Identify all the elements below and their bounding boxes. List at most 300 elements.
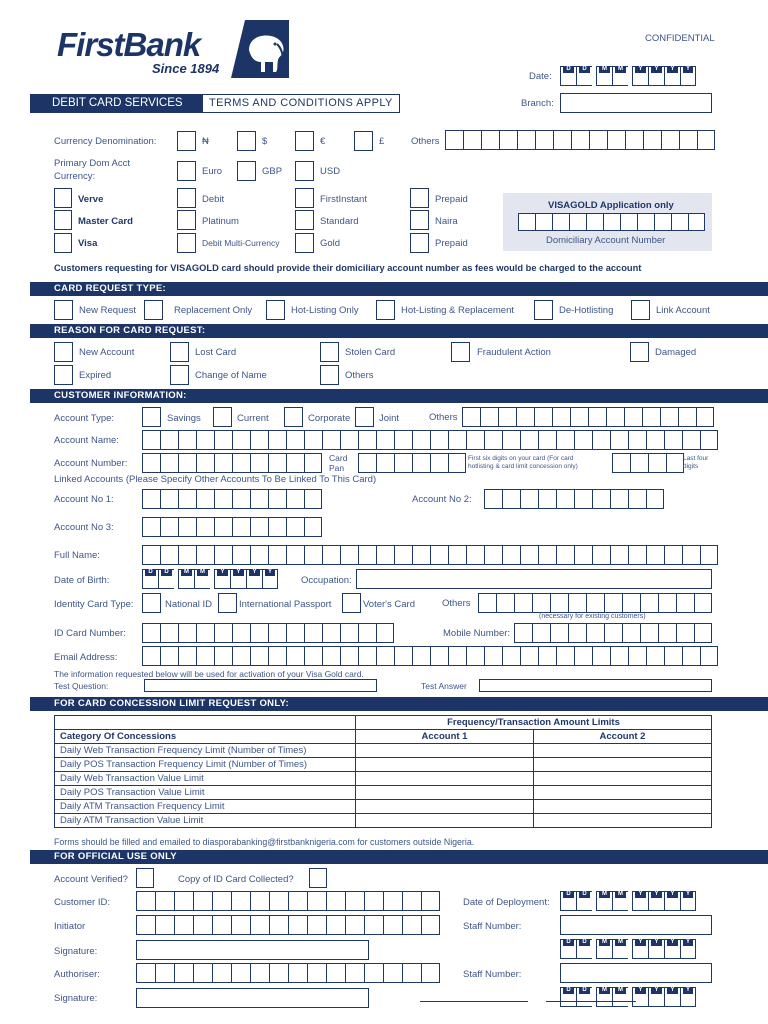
box-cell[interactable]: [160, 453, 178, 473]
box-cell[interactable]: [364, 963, 383, 983]
box-cell[interactable]: [586, 623, 604, 643]
box-cell[interactable]: [178, 430, 196, 450]
prepaid-visa-checkbox[interactable]: [410, 233, 429, 253]
box-cell[interactable]: [606, 407, 624, 427]
box-cell[interactable]: [214, 453, 232, 473]
box-cell[interactable]: [155, 963, 174, 983]
box-cell[interactable]: [340, 623, 358, 643]
box-cell[interactable]: [345, 915, 364, 935]
box-cell[interactable]: [622, 623, 640, 643]
box-cell[interactable]: [142, 646, 160, 666]
box-cell[interactable]: [288, 891, 307, 911]
box-cell[interactable]: [445, 130, 463, 150]
box-cell[interactable]: [402, 915, 421, 935]
currency-dollar-checkbox[interactable]: [237, 131, 256, 151]
account-number-field[interactable]: [142, 453, 322, 473]
box-cell[interactable]: [604, 593, 622, 613]
box-cell[interactable]: [196, 517, 214, 537]
account-no2-field[interactable]: [484, 489, 664, 509]
box-cell[interactable]: [625, 130, 643, 150]
box-cell[interactable]: [676, 593, 694, 613]
box-cell[interactable]: [502, 545, 520, 565]
account1-cell[interactable]: [356, 800, 534, 814]
box-cell[interactable]: [250, 453, 268, 473]
box-cell[interactable]: [610, 489, 628, 509]
id-number-field[interactable]: [142, 623, 394, 643]
copy-id-checkbox[interactable]: [309, 868, 327, 888]
box-cell[interactable]: [666, 453, 684, 473]
box-cell[interactable]: [269, 891, 288, 911]
box-cell[interactable]: [610, 545, 628, 565]
box-cell[interactable]: [307, 963, 326, 983]
box-cell[interactable]: [231, 963, 250, 983]
staff-number1-field[interactable]: [560, 915, 712, 935]
full-name-field[interactable]: [142, 545, 718, 565]
national-id-checkbox[interactable]: [142, 593, 161, 613]
box-cell[interactable]: [534, 407, 552, 427]
corporate-checkbox[interactable]: [284, 407, 303, 427]
box-cell[interactable]: [480, 407, 498, 427]
box-cell[interactable]: [610, 430, 628, 450]
box-cell[interactable]: [640, 623, 658, 643]
box-cell[interactable]: [178, 623, 196, 643]
debit-multicurrency-checkbox[interactable]: [177, 233, 196, 253]
box-cell[interactable]: [376, 646, 394, 666]
box-cell[interactable]: [658, 623, 676, 643]
box-cell[interactable]: [250, 963, 269, 983]
box-cell[interactable]: [269, 963, 288, 983]
box-cell[interactable]: [174, 915, 193, 935]
expired-checkbox[interactable]: [54, 365, 73, 385]
box-cell[interactable]: [671, 213, 688, 231]
box-cell[interactable]: [142, 489, 160, 509]
box-cell[interactable]: [160, 646, 178, 666]
signature2-date-field[interactable]: D D M M Y Y Y Y: [560, 987, 696, 1007]
box-cell[interactable]: [538, 545, 556, 565]
box-cell[interactable]: [604, 623, 622, 643]
box-cell[interactable]: [286, 489, 304, 509]
box-cell[interactable]: [697, 130, 715, 150]
box-cell[interactable]: [214, 623, 232, 643]
box-cell[interactable]: [304, 646, 322, 666]
gold-checkbox[interactable]: [295, 233, 314, 253]
domiciliary-account-field[interactable]: [518, 213, 705, 231]
box-cell[interactable]: [592, 489, 610, 509]
box-cell[interactable]: [466, 430, 484, 450]
firstinstant-checkbox[interactable]: [295, 188, 314, 208]
box-cell[interactable]: [462, 407, 480, 427]
box-cell[interactable]: [466, 646, 484, 666]
box-cell[interactable]: [496, 593, 514, 613]
box-cell[interactable]: [658, 593, 676, 613]
box-cell[interactable]: [142, 545, 160, 565]
box-cell[interactable]: [250, 517, 268, 537]
box-cell[interactable]: [326, 915, 345, 935]
box-cell[interactable]: [193, 915, 212, 935]
box-cell[interactable]: [250, 430, 268, 450]
box-cell[interactable]: [155, 915, 174, 935]
box-cell[interactable]: [250, 915, 269, 935]
box-cell[interactable]: [484, 489, 502, 509]
box-cell[interactable]: [376, 623, 394, 643]
box-cell[interactable]: [552, 407, 570, 427]
box-cell[interactable]: [304, 545, 322, 565]
account-name-field[interactable]: [142, 430, 718, 450]
box-cell[interactable]: [232, 623, 250, 643]
box-cell[interactable]: [142, 517, 160, 537]
box-cell[interactable]: [682, 545, 700, 565]
box-cell[interactable]: [574, 646, 592, 666]
box-cell[interactable]: [532, 593, 550, 613]
box-cell[interactable]: [136, 963, 155, 983]
box-cell[interactable]: [268, 545, 286, 565]
dehotlisting-checkbox[interactable]: [534, 300, 553, 320]
box-cell[interactable]: [628, 430, 646, 450]
dom-gbp-checkbox[interactable]: [237, 161, 256, 181]
box-cell[interactable]: [571, 130, 589, 150]
box-cell[interactable]: [178, 545, 196, 565]
box-cell[interactable]: [212, 963, 231, 983]
account2-cell[interactable]: [534, 772, 712, 786]
box-cell[interactable]: [694, 623, 712, 643]
box-cell[interactable]: [532, 623, 550, 643]
box-cell[interactable]: [624, 407, 642, 427]
box-cell[interactable]: [430, 545, 448, 565]
box-cell[interactable]: [196, 545, 214, 565]
box-cell[interactable]: [160, 517, 178, 537]
box-cell[interactable]: [322, 646, 340, 666]
box-cell[interactable]: [286, 545, 304, 565]
box-cell[interactable]: [620, 213, 637, 231]
fraudulent-checkbox[interactable]: [451, 342, 470, 362]
voters-card-checkbox[interactable]: [342, 593, 361, 613]
box-cell[interactable]: [232, 646, 250, 666]
account-verified-checkbox[interactable]: [136, 868, 154, 888]
box-cell[interactable]: [646, 545, 664, 565]
box-cell[interactable]: [552, 213, 569, 231]
platinum-checkbox[interactable]: [177, 210, 196, 230]
replacement-checkbox[interactable]: [144, 300, 163, 320]
box-cell[interactable]: [574, 489, 592, 509]
box-cell[interactable]: [214, 489, 232, 509]
box-cell[interactable]: [160, 545, 178, 565]
box-cell[interactable]: [136, 891, 155, 911]
date-field[interactable]: D D M M Y Y Y Y: [560, 66, 696, 86]
dob-field[interactable]: D D M M Y Y Y Y: [142, 569, 278, 589]
customer-id-field[interactable]: [136, 891, 440, 911]
box-cell[interactable]: [478, 593, 496, 613]
box-cell[interactable]: [574, 430, 592, 450]
pan-last-four-field[interactable]: [612, 453, 684, 473]
hotlisting-replacement-checkbox[interactable]: [376, 300, 395, 320]
box-cell[interactable]: [520, 489, 538, 509]
dom-euro-checkbox[interactable]: [177, 161, 196, 181]
signature1-date-field[interactable]: D D M M Y Y Y Y: [560, 939, 696, 959]
new-request-checkbox[interactable]: [54, 300, 73, 320]
box-cell[interactable]: [610, 646, 628, 666]
box-cell[interactable]: [304, 430, 322, 450]
current-checkbox[interactable]: [213, 407, 232, 427]
dom-usd-checkbox[interactable]: [295, 161, 314, 181]
box-cell[interactable]: [630, 453, 648, 473]
account-no3-field[interactable]: [142, 517, 322, 537]
box-cell[interactable]: [376, 545, 394, 565]
box-cell[interactable]: [550, 623, 568, 643]
box-cell[interactable]: [553, 130, 571, 150]
box-cell[interactable]: [288, 963, 307, 983]
box-cell[interactable]: [286, 453, 304, 473]
box-cell[interactable]: [484, 646, 502, 666]
box-cell[interactable]: [196, 623, 214, 643]
box-cell[interactable]: [640, 593, 658, 613]
lost-card-checkbox[interactable]: [170, 342, 189, 362]
deployment-date-field[interactable]: D D M M Y Y Y Y: [560, 891, 696, 911]
standard-checkbox[interactable]: [295, 210, 314, 230]
box-cell[interactable]: [568, 593, 586, 613]
box-cell[interactable]: [174, 891, 193, 911]
box-cell[interactable]: [142, 453, 160, 473]
box-cell[interactable]: [358, 545, 376, 565]
box-cell[interactable]: [345, 963, 364, 983]
box-cell[interactable]: [700, 545, 718, 565]
box-cell[interactable]: [498, 407, 516, 427]
pan-first-six-field[interactable]: [358, 453, 466, 473]
box-cell[interactable]: [518, 213, 535, 231]
new-account-checkbox[interactable]: [54, 342, 73, 362]
box-cell[interactable]: [520, 430, 538, 450]
box-cell[interactable]: [376, 430, 394, 450]
box-cell[interactable]: [250, 489, 268, 509]
box-cell[interactable]: [394, 646, 412, 666]
box-cell[interactable]: [142, 623, 160, 643]
box-cell[interactable]: [383, 891, 402, 911]
box-cell[interactable]: [286, 623, 304, 643]
box-cell[interactable]: [358, 453, 376, 473]
box-cell[interactable]: [628, 545, 646, 565]
box-cell[interactable]: [196, 453, 214, 473]
authoriser-field[interactable]: [136, 963, 440, 983]
box-cell[interactable]: [520, 646, 538, 666]
box-cell[interactable]: [412, 646, 430, 666]
box-cell[interactable]: [345, 891, 364, 911]
joint-checkbox[interactable]: [355, 407, 374, 427]
box-cell[interactable]: [214, 517, 232, 537]
box-cell[interactable]: [288, 915, 307, 935]
account2-cell[interactable]: [534, 800, 712, 814]
box-cell[interactable]: [538, 430, 556, 450]
box-cell[interactable]: [232, 517, 250, 537]
box-cell[interactable]: [664, 646, 682, 666]
box-cell[interactable]: [394, 545, 412, 565]
box-cell[interactable]: [322, 545, 340, 565]
box-cell[interactable]: [466, 545, 484, 565]
box-cell[interactable]: [570, 407, 588, 427]
box-cell[interactable]: [556, 545, 574, 565]
branch-field[interactable]: [560, 93, 712, 113]
box-cell[interactable]: [514, 623, 532, 643]
box-cell[interactable]: [682, 646, 700, 666]
box-cell[interactable]: [517, 130, 535, 150]
box-cell[interactable]: [538, 489, 556, 509]
box-cell[interactable]: [268, 453, 286, 473]
savings-checkbox[interactable]: [142, 407, 161, 427]
box-cell[interactable]: [326, 891, 345, 911]
email-field[interactable]: [142, 646, 718, 666]
debit-checkbox[interactable]: [177, 188, 196, 208]
box-cell[interactable]: [592, 545, 610, 565]
box-cell[interactable]: [212, 915, 231, 935]
account-type-others-field[interactable]: [462, 407, 714, 427]
box-cell[interactable]: [556, 646, 574, 666]
box-cell[interactable]: [622, 593, 640, 613]
box-cell[interactable]: [178, 517, 196, 537]
box-cell[interactable]: [304, 623, 322, 643]
box-cell[interactable]: [231, 891, 250, 911]
box-cell[interactable]: [364, 891, 383, 911]
box-cell[interactable]: [394, 430, 412, 450]
box-cell[interactable]: [448, 646, 466, 666]
box-cell[interactable]: [502, 489, 520, 509]
currency-euro-checkbox[interactable]: [295, 131, 314, 151]
box-cell[interactable]: [550, 593, 568, 613]
box-cell[interactable]: [678, 407, 696, 427]
box-cell[interactable]: [383, 963, 402, 983]
box-cell[interactable]: [646, 489, 664, 509]
box-cell[interactable]: [402, 963, 421, 983]
currency-naira-checkbox[interactable]: [177, 131, 196, 151]
box-cell[interactable]: [304, 453, 322, 473]
box-cell[interactable]: [556, 489, 574, 509]
box-cell[interactable]: [340, 646, 358, 666]
box-cell[interactable]: [660, 407, 678, 427]
box-cell[interactable]: [286, 646, 304, 666]
passport-checkbox[interactable]: [218, 593, 237, 613]
account2-cell[interactable]: [534, 744, 712, 758]
hotlisting-checkbox[interactable]: [266, 300, 285, 320]
box-cell[interactable]: [160, 623, 178, 643]
box-cell[interactable]: [679, 130, 697, 150]
box-cell[interactable]: [402, 891, 421, 911]
prepaid-verve-checkbox[interactable]: [410, 188, 429, 208]
box-cell[interactable]: [358, 646, 376, 666]
box-cell[interactable]: [499, 130, 517, 150]
box-cell[interactable]: [268, 646, 286, 666]
box-cell[interactable]: [538, 646, 556, 666]
box-cell[interactable]: [250, 891, 269, 911]
box-cell[interactable]: [212, 891, 231, 911]
box-cell[interactable]: [193, 891, 212, 911]
box-cell[interactable]: [448, 430, 466, 450]
box-cell[interactable]: [535, 213, 552, 231]
damaged-checkbox[interactable]: [630, 342, 649, 362]
box-cell[interactable]: [589, 130, 607, 150]
box-cell[interactable]: [637, 213, 654, 231]
box-cell[interactable]: [502, 430, 520, 450]
box-cell[interactable]: [136, 915, 155, 935]
box-cell[interactable]: [535, 130, 553, 150]
box-cell[interactable]: [232, 430, 250, 450]
test-question-field[interactable]: [144, 679, 377, 692]
box-cell[interactable]: [700, 646, 718, 666]
box-cell[interactable]: [646, 430, 664, 450]
box-cell[interactable]: [430, 646, 448, 666]
box-cell[interactable]: [268, 430, 286, 450]
box-cell[interactable]: [628, 646, 646, 666]
box-cell[interactable]: [520, 545, 538, 565]
box-cell[interactable]: [250, 545, 268, 565]
account2-cell[interactable]: [534, 786, 712, 800]
box-cell[interactable]: [664, 545, 682, 565]
currency-pound-checkbox[interactable]: [354, 131, 373, 151]
box-cell[interactable]: [250, 623, 268, 643]
box-cell[interactable]: [383, 915, 402, 935]
box-cell[interactable]: [430, 430, 448, 450]
box-cell[interactable]: [516, 407, 534, 427]
box-cell[interactable]: [642, 407, 660, 427]
change-name-checkbox[interactable]: [170, 365, 189, 385]
id-others-field[interactable]: [478, 593, 712, 613]
box-cell[interactable]: [142, 430, 160, 450]
box-cell[interactable]: [358, 430, 376, 450]
box-cell[interactable]: [155, 891, 174, 911]
box-cell[interactable]: [556, 430, 574, 450]
box-cell[interactable]: [603, 213, 620, 231]
account-no1-field[interactable]: [142, 489, 322, 509]
box-cell[interactable]: [612, 453, 630, 473]
account1-cell[interactable]: [356, 786, 534, 800]
currency-others-field[interactable]: [445, 130, 715, 150]
signature2-field[interactable]: [136, 988, 369, 1008]
box-cell[interactable]: [588, 407, 606, 427]
occupation-field[interactable]: [356, 569, 712, 589]
box-cell[interactable]: [682, 430, 700, 450]
box-cell[interactable]: [694, 593, 712, 613]
box-cell[interactable]: [646, 646, 664, 666]
box-cell[interactable]: [574, 545, 592, 565]
box-cell[interactable]: [448, 453, 466, 473]
box-cell[interactable]: [268, 623, 286, 643]
account1-cell[interactable]: [356, 814, 534, 828]
box-cell[interactable]: [700, 430, 718, 450]
link-account-checkbox[interactable]: [631, 300, 650, 320]
box-cell[interactable]: [607, 130, 625, 150]
box-cell[interactable]: [654, 213, 671, 231]
staff-number2-field[interactable]: [560, 963, 712, 983]
verve-checkbox[interactable]: [54, 188, 72, 208]
box-cell[interactable]: [688, 213, 705, 231]
account2-cell[interactable]: [534, 758, 712, 772]
box-cell[interactable]: [232, 453, 250, 473]
reason-others-checkbox[interactable]: [320, 365, 339, 385]
box-cell[interactable]: [231, 915, 250, 935]
mastercard-checkbox[interactable]: [54, 210, 72, 230]
box-cell[interactable]: [232, 545, 250, 565]
box-cell[interactable]: [430, 453, 448, 473]
box-cell[interactable]: [412, 430, 430, 450]
box-cell[interactable]: [364, 915, 383, 935]
naira-checkbox[interactable]: [410, 210, 429, 230]
box-cell[interactable]: [376, 453, 394, 473]
box-cell[interactable]: [232, 489, 250, 509]
mobile-field[interactable]: [514, 623, 712, 643]
box-cell[interactable]: [628, 489, 646, 509]
box-cell[interactable]: [340, 430, 358, 450]
box-cell[interactable]: [326, 963, 345, 983]
box-cell[interactable]: [160, 489, 178, 509]
box-cell[interactable]: [394, 453, 412, 473]
box-cell[interactable]: [174, 963, 193, 983]
box-cell[interactable]: [307, 891, 326, 911]
